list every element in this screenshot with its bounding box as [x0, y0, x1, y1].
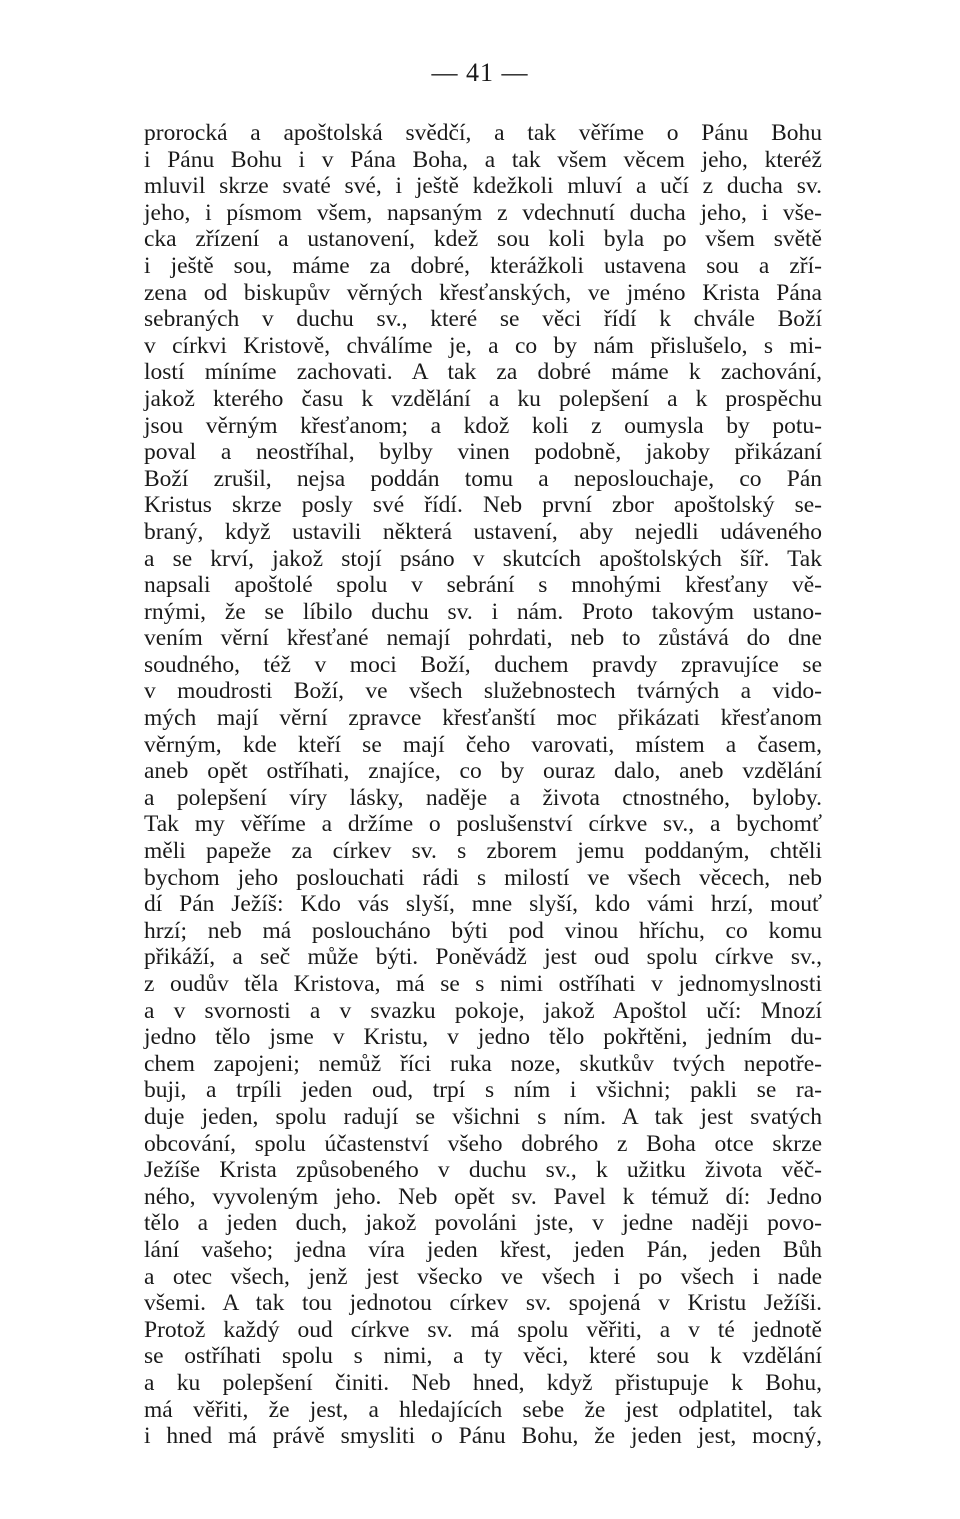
- text-line: i hned má právě smysliti o Pánu Bohu, že jeden jest, mocný,: [144, 1423, 822, 1450]
- text-line: a v svornosti a v svazku pokoje, jakož Apoštol učí: Mnozí: [144, 997, 822, 1024]
- text-line: z oudův těla Kristova, má se s nimi ostříhati v jednomyslnosti: [144, 971, 822, 997]
- text-line: braný, když ustavili některá ustavení, aby nejedli udáveného: [144, 518, 822, 545]
- text-line: Protož každý oud církve sv. má spolu věřiti, a v té jednotě: [144, 1316, 822, 1343]
- text-line: poval a neostříhal, bylby vinen podobně, jakoby přikázaní: [144, 439, 822, 466]
- text-line: věrným, kde kteří se mají čeho varovati, místem a časem,: [144, 731, 822, 758]
- text-line: tělo a jeden duch, jakož povoláni jste, v jedne naději povo-: [144, 1210, 822, 1237]
- text-line: lání vašeho; jedna víra jeden křest, jeden Pán, jeden Bůh: [144, 1236, 822, 1263]
- text-line: Ježíše Krista způsobeného v duchu sv., k užitku života věč-: [144, 1157, 822, 1184]
- text-line: sebraných v duchu sv., které se věci řídí k chvále Boží: [144, 306, 822, 333]
- text-line: aneb opět ostříhati, znajíce, co by ouraz dalo, aneb vzdělání: [144, 758, 822, 785]
- body-text: [144, 120, 822, 1450]
- text-line: i ještě sou, máme za dobré, kterážkoli ustavena sou a zří-: [144, 252, 822, 279]
- text-line: mluvil skrze svaté své, i ještě kdežkoli mluví a učí z ducha sv.: [144, 173, 822, 200]
- text-line: a ku polepšení činiti. Neb hned, když přistupuje k Bohu,: [144, 1369, 822, 1396]
- text-line: chem zapojeni; nemůž říci ruka noze, skutkův tvých nepotře-: [144, 1050, 822, 1077]
- text-line: hrzí; neb má posloucháno býti pod vinou hříchu, co komu: [144, 917, 822, 944]
- text-line: rnými, že se líbilo duchu sv. i nám. Proto takovým ustano-: [144, 598, 822, 625]
- text-line: zena od biskupův věrných křesťanských, ve jméno Krista Pána: [144, 279, 822, 306]
- text-line: dí Pán Ježíš: Kdo vás slyší, mne slyší, kdo vámi hrzí, mouť: [144, 891, 822, 918]
- text-line: obcování, spolu účastenství všeho dobrého z Boha otce skrze: [144, 1130, 822, 1157]
- text-line: a otec všech, jenž jest všecko ve všech i po všech i nade: [144, 1263, 822, 1290]
- text-line: lostí míníme zachovati. A tak za dobré máme k zachování,: [144, 359, 822, 386]
- text-line: Kristus skrze posly své řídí. Neb první zbor apoštolský se-: [144, 492, 822, 519]
- page-number: — 41 —: [431, 58, 529, 87]
- text-line: má věřiti, že jest, a hledajících sebe že jest odplatitel, tak: [144, 1396, 822, 1423]
- text-line: v církvi Kristově, chválíme je, a co by nám přislušelo, s mi-: [144, 332, 822, 359]
- text-line: mých mají věrní zpravce křesťanští moc přikázati křesťanom: [144, 705, 822, 732]
- text-line: jakož kterého času k vzdělání a ku polepšení a k prospěchu: [144, 385, 822, 412]
- text-line: cka zřízení a ustanovení, kdež sou koli byla po všem světě: [144, 226, 822, 253]
- text-line: napsali apoštolé spolu v sebrání s mnohými křesťany vě-: [144, 572, 822, 599]
- text-line: jsou věrným křesťanom; a kdož koli z oumysla by potu-: [144, 412, 822, 439]
- text-line: měli papeže za církev sv. s zborem jemu poddaným, chtěli: [144, 838, 822, 865]
- text-line: ného, vyvoleným jeho. Neb opět sv. Pavel k témuž dí: Jedno: [144, 1183, 822, 1210]
- text-line: duje jeden, spolu radují se všichni s ním. A tak jest svatých: [144, 1103, 822, 1130]
- text-line: Tak my věříme a držíme o poslušenství církve sv., a bychomť: [144, 811, 822, 838]
- text-line: a polepšení víry lásky, naděje a života ctnostného, byloby.: [144, 784, 822, 811]
- text-line: Boží zrušil, nejsa poddán tomu a neposlouchaje, co Pán: [144, 465, 822, 492]
- text-line: i Pánu Bohu i v Pána Boha, a tak všem věcem jeho, kteréž: [144, 146, 822, 173]
- text-line: jeho, i písmom všem, napsaným z vdechnutí ducha jeho, i vše-: [144, 199, 822, 226]
- text-line: buji, a trpíli jeden oud, trpí s ním i všichni; pakli se ra-: [144, 1077, 822, 1104]
- text-line: se ostříhati spolu s nimi, a ty věci, které sou k vzdělání: [144, 1343, 822, 1370]
- text-line: soudného, též v moci Boží, duchem pravdy zpravujíce se: [144, 651, 822, 678]
- text-line: bychom jeho poslouchati rádi s milostí ve všech věcech, neb: [144, 864, 822, 891]
- text-line: jedno tělo jsme v Kristu, v jedno tělo pokřtěni, jedním du-: [144, 1024, 822, 1051]
- text-line: a se krví, jakož stojí psáno v skutcích apoštolských šíř. Tak: [144, 545, 822, 572]
- text-line: prorocká a apoštolská svědčí, a tak věříme o Pánu Bohu: [144, 120, 822, 146]
- text-line: všemi. A tak tou jednotou církev sv. spojená v Kristu Ježíši.: [144, 1290, 822, 1317]
- text-line: vením věrní křesťané nemají pohrdati, neb to zůstává do dne: [144, 625, 822, 652]
- text-line: v moudrosti Boží, ve všech služebnostech tvárných a vido-: [144, 678, 822, 705]
- text-line: přikáží, a seč může býti. Poněvádž jest oud spolu církve sv.,: [144, 944, 822, 971]
